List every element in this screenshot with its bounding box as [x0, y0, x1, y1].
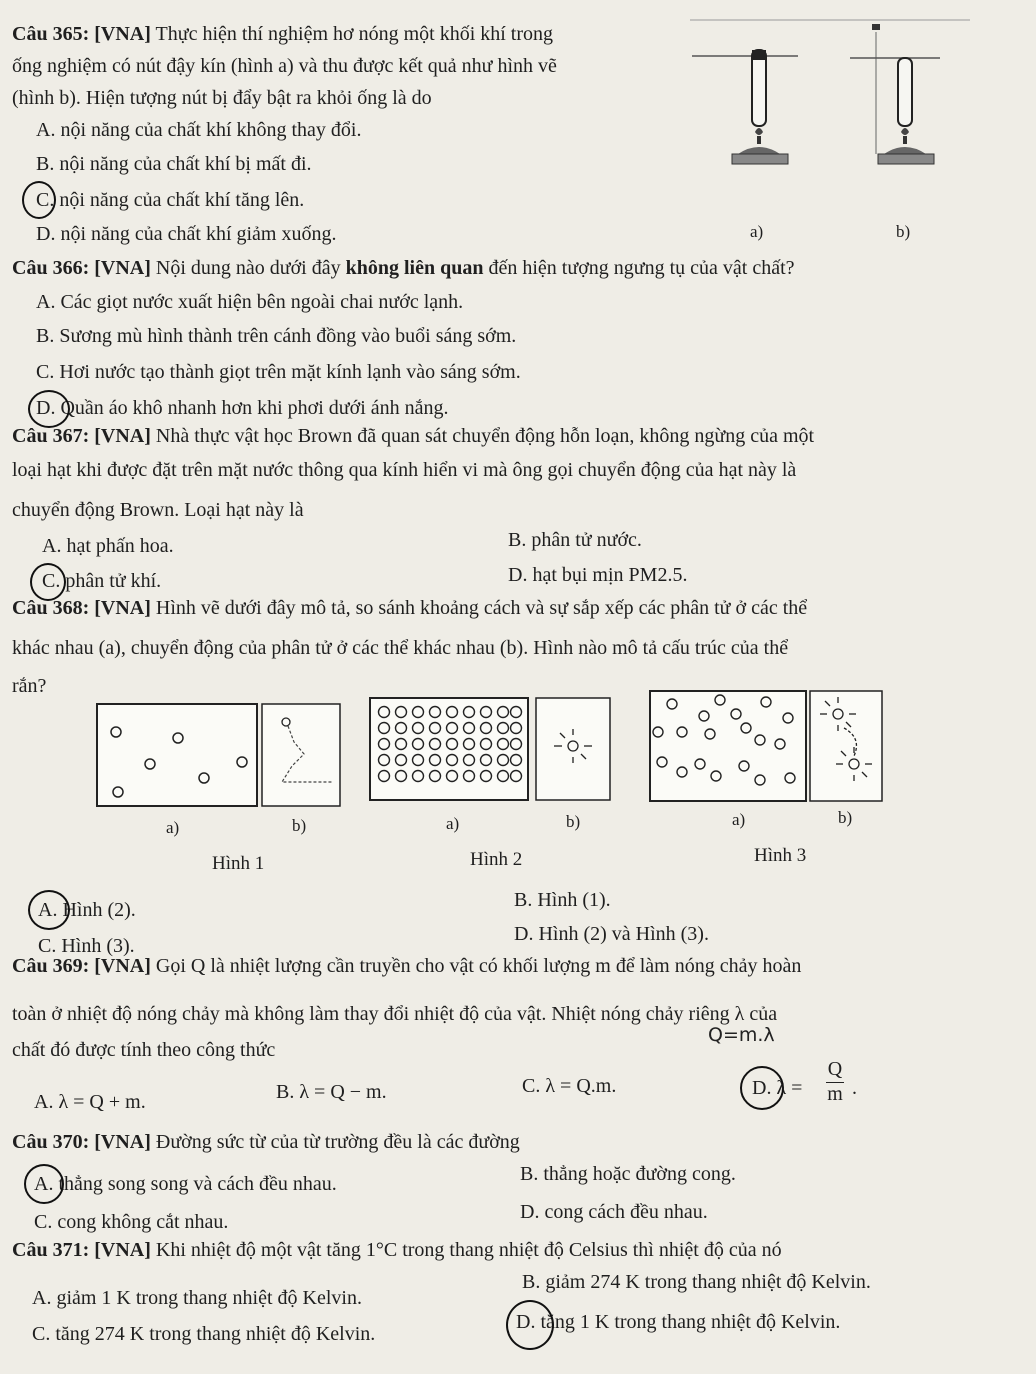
- q365-stem-line3: (hình b). Hiện tượng nút bị đẩy bật ra khỏi ống là do: [12, 87, 432, 109]
- q368-stem-line1: Câu 368: [VNA] Hình vẽ dưới đây mô tả, so sánh khoảng cách và sự sắp xếp các phân tử ở các thể: [12, 597, 808, 619]
- q365-option-b: B. nội năng của chất khí bị mất đi.: [36, 153, 312, 175]
- fig2-b-label: b): [566, 812, 581, 831]
- q369-option-c: C. λ = Q.m.: [522, 1075, 617, 1097]
- fig3-caption: Hình 3: [754, 845, 807, 866]
- q368-answer-circle: [28, 890, 70, 930]
- q365-option-c: C. nội năng của chất khí tăng lên.: [36, 189, 305, 211]
- handwritten-note: Q=m.λ: [708, 1024, 775, 1046]
- fig1-a-label: a): [166, 818, 180, 837]
- q367-stem-line3: chuyển động Brown. Loại hạt này là: [12, 499, 304, 521]
- q371-option-a: A. giảm 1 K trong thang nhiệt độ Kelvin.: [32, 1287, 362, 1309]
- q369-stem-line1: Câu 369: [VNA] Gọi Q là nhiệt lượng cần truyền cho vật có khối lượng m để làm nóng chảy hoàn: [12, 955, 802, 977]
- q365-stem-line2: ống nghiệm có nút đậy kín (hình a) và thu được kết quả như hình vẽ: [12, 55, 557, 77]
- q369-stem-line3: chất đó được tính theo công thức: [12, 1039, 276, 1061]
- q366-option-d: D. Quần áo khô nhanh hơn khi phơi dưới ánh nắng.: [36, 397, 449, 419]
- q369-option-d-fraction: Q m: [827, 1058, 843, 1105]
- figure-2: [368, 696, 612, 804]
- q369-head: Câu 369: [VNA]: [12, 955, 151, 977]
- q366-option-a: A. Các giọt nước xuất hiện bên ngoài chai nước lạnh.: [36, 291, 464, 313]
- q368-option-d: D. Hình (2) và Hình (3).: [514, 923, 709, 945]
- figure-1: [96, 702, 342, 810]
- q365-head: Câu 365: [VNA]: [12, 23, 151, 45]
- q371-answer-circle: [506, 1300, 554, 1350]
- q368-option-a: A. Hình (2).: [38, 899, 136, 921]
- q368-stem-line3: rắn?: [12, 675, 47, 697]
- fig2-a-label: a): [446, 814, 460, 833]
- q367-option-a: A. hạt phấn hoa.: [42, 535, 174, 557]
- q365-option-a: A. nội năng của chất khí không thay đổi.: [36, 119, 362, 141]
- q369-option-b: B. λ = Q − m.: [276, 1081, 387, 1103]
- q370-option-a: A. thẳng song song và cách đều nhau.: [34, 1173, 337, 1195]
- q367-option-d: D. hạt bụi mịn PM2.5.: [508, 564, 688, 586]
- q369-option-d: D. λ =: [752, 1077, 803, 1099]
- q366-stem: Câu 366: [VNA] Nội dung nào dưới đây không liên quan đến hiện tượng ngưng tụ của vật chất?: [12, 257, 795, 279]
- q371-option-c: C. tăng 274 K trong thang nhiệt độ Kelvin.: [32, 1323, 376, 1345]
- q367-stem-line2: loại hạt khi được đặt trên mặt nước thông qua kính hiển vi mà ông gọi chuyển động của hạt này là: [12, 459, 797, 481]
- q365-answer-circle: [22, 181, 56, 219]
- fig2-caption: Hình 2: [470, 849, 523, 870]
- q370-option-c: C. cong không cắt nhau.: [34, 1211, 229, 1233]
- q365-fig-a-label: a): [750, 222, 764, 241]
- q365-option-d: D. nội năng của chất khí giảm xuống.: [36, 223, 337, 245]
- fig1-b-label: b): [292, 816, 307, 835]
- q365-stem-line1: Câu 365: [VNA] Thực hiện thí nghiệm hơ nóng một khối khí trong: [12, 23, 554, 45]
- fig1-caption: Hình 1: [212, 853, 265, 874]
- q368-option-b: B. Hình (1).: [514, 889, 611, 911]
- q370-answer-circle: [24, 1164, 64, 1204]
- figure-3: [648, 688, 886, 804]
- fig3-a-label: a): [732, 810, 746, 829]
- q371-option-d: D. tăng 1 K trong thang nhiệt độ Kelvin.: [516, 1311, 841, 1333]
- q368-stem-line2: khác nhau (a), chuyển động của phân tử ở các thể khác nhau (b). Hình nào mô tả cấu trúc của thể: [12, 637, 789, 659]
- fig3-b-label: b): [838, 808, 853, 827]
- q367-stem-line1: Câu 367: [VNA] Nhà thực vật học Brown đã quan sát chuyển động hỗn loạn, không ngừng của một: [12, 425, 815, 447]
- q367-option-c: C. phân tử khí.: [42, 570, 162, 592]
- q370-stem: Câu 370: [VNA] Đường sức từ của từ trường đều là các đường: [12, 1131, 520, 1153]
- q366-option-b: B. Sương mù hình thành trên cánh đồng vào buổi sáng sớm.: [36, 325, 517, 347]
- q370-head: Câu 370: [VNA]: [12, 1131, 151, 1153]
- q368-head: Câu 368: [VNA]: [12, 597, 151, 619]
- q370-option-b: B. thẳng hoặc đường cong.: [520, 1163, 736, 1185]
- test-tube-figure: [680, 14, 980, 194]
- q366-head: Câu 366: [VNA]: [12, 257, 151, 279]
- q369-option-a: A. λ = Q + m.: [34, 1091, 146, 1113]
- q366-answer-circle: [28, 390, 70, 428]
- q366-option-c: C. Hơi nước tạo thành giọt trên mặt kính lạnh vào sáng sớm.: [36, 361, 521, 383]
- q367-head: Câu 367: [VNA]: [12, 425, 151, 447]
- q365-fig-b-label: b): [896, 222, 911, 241]
- q367-option-b: B. phân tử nước.: [508, 529, 642, 551]
- q371-stem: Câu 371: [VNA] Khi nhiệt độ một vật tăng 1°C trong thang nhiệt độ Celsius thì nhiệt độ của nó: [12, 1239, 782, 1261]
- q368-option-c: C. Hình (3).: [38, 935, 135, 957]
- q370-option-d: D. cong cách đều nhau.: [520, 1201, 708, 1223]
- q371-option-b: B. giảm 274 K trong thang nhiệt độ Kelvin.: [522, 1271, 871, 1293]
- q369-stem-line2: toàn ở nhiệt độ nóng chảy mà không làm thay đổi nhiệt độ của vật. Nhiệt nóng chảy riêng λ của: [12, 1003, 778, 1025]
- q369-option-d-end: .: [852, 1077, 857, 1099]
- q371-head: Câu 371: [VNA]: [12, 1239, 151, 1261]
